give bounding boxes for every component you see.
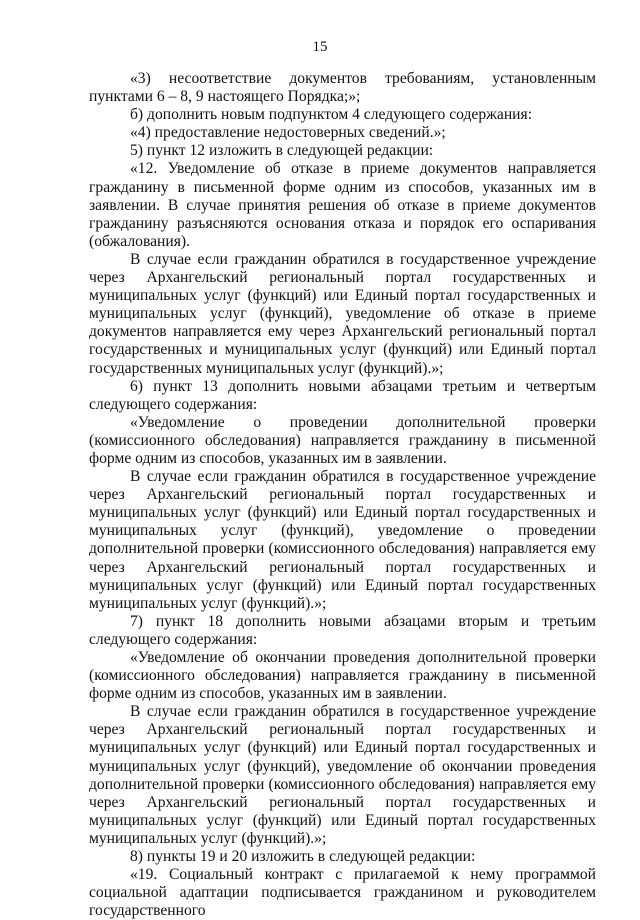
- paragraph-item-18-notice: «Уведомление об окончании проведения дополнительной проверки (комиссионного обследования) направляется гражданину в письменной форме одним из способов, указанных им в заявлении.: [89, 649, 596, 703]
- paragraph-subitem-4: «4) предоставление недостоверных сведений.»;: [130, 124, 446, 142]
- paragraph-amendment-8: 8) пункты 19 и 20 изложить в следующей редакции:: [130, 848, 476, 866]
- page-number: 15: [312, 39, 328, 55]
- paragraph-subitem-3: «3) несоответствие документов требованиям, установленным пунктами 6 – 8, 9 настоящего Порядка;»;: [89, 70, 596, 106]
- paragraph-item-12-portal: В случае если гражданин обратился в государственное учреждение через Архангельский региональный портал государственных и муниципальных услуг (функций) или Единый портал государственных и муниципальных услуг (функций), уведомление об отказе в приеме документов направляется ему через Архангельский региональный портал государственных и муниципальных услуг (функций) или Единый портал государственных муниципальных услуг (функций).»;: [89, 250, 596, 377]
- paragraph-item-18-portal: В случае если гражданин обратился в государственное учреждение через Архангельский региональный портал государственных и муниципальных услуг (функций) или Единый портал государственных и муниципальных услуг (функций), уведомление об окончании проведения дополнительной проверки (комиссионного обследования) направляется ему через Архангельский региональный портал государственных и муниципальных услуг (функций) или Единый портал государственных муниципальных услуг (функций).»;: [89, 703, 596, 847]
- paragraph-amendment-5: 5) пункт 12 изложить в следующей редакции:: [130, 142, 434, 160]
- paragraph-item-13-portal: В случае если гражданин обратился в государственное учреждение через Архангельский региональный портал государственных и муниципальных услуг (функций) или Единый портал государственных и муниципальных услуг (функций), уведомление о проведении дополнительной проверки (комиссионного обследования) направляется ему через Архангельский региональный портал государственных и муниципальных услуг (функций) или Единый портал государственных муниципальных услуг (функций).»;: [89, 468, 596, 612]
- document-body: [89, 70, 596, 920]
- paragraph-item-13-notice: «Уведомление о проведении дополнительной проверки (комиссионного обследования) направляется гражданину в письменной форме одним из способов, указанных им в заявлении.: [89, 413, 596, 467]
- paragraph-amendment-7: 7) пункт 18 дополнить новыми абзацами вторым и третьим следующего содержания:: [89, 612, 596, 648]
- paragraph-amendment-b: б) дополнить новым подпунктом 4 следующего содержания:: [130, 106, 533, 124]
- paragraph-item-12: «12. Уведомление об отказе в приеме документов направляется гражданину в письменной форме одним из способов, указанных им в заявлении. В случае принятия решения об отказе в приеме документов гражданину разъясняются основания отказа и порядок его оспаривания (обжалования).: [89, 160, 596, 250]
- paragraph-item-19: «19. Социальный контракт с прилагаемой к нему программой социальной адаптации подписывается гражданином и руководителем государственного: [89, 866, 596, 920]
- paragraph-amendment-6: 6) пункт 13 дополнить новыми абзацами третьим и четвертым следующего содержания:: [89, 377, 596, 413]
